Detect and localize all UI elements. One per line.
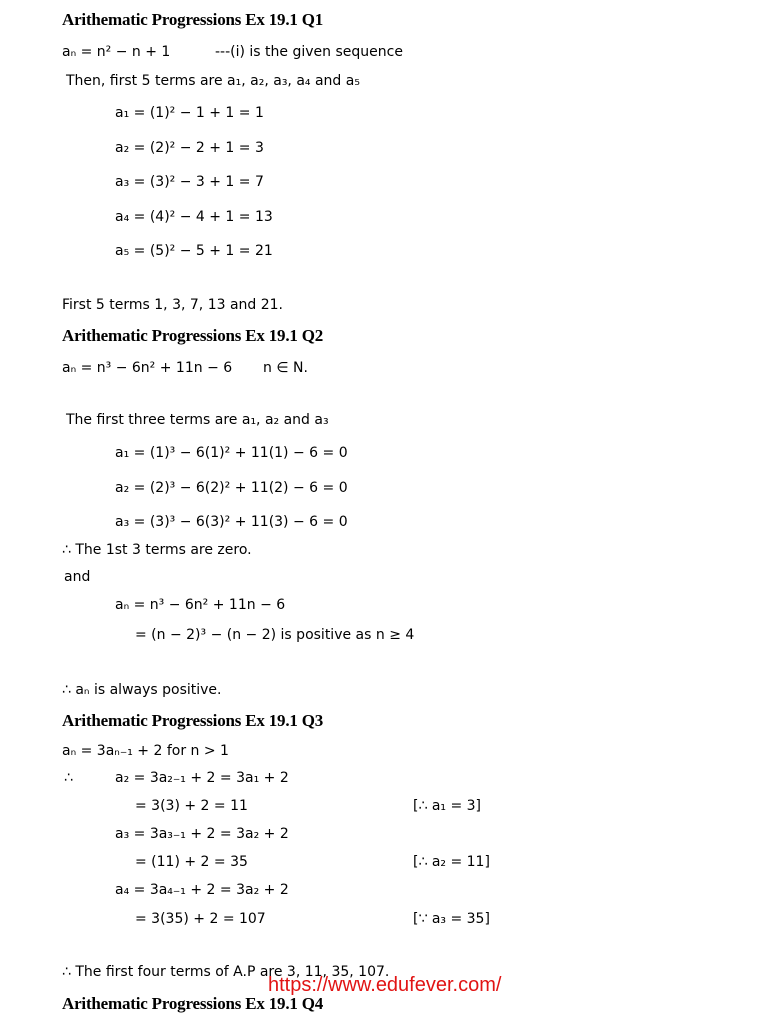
q1-step-2: a₂ = (2)² − 2 + 1 = 3 xyxy=(115,140,264,156)
q3-line-3: a₃ = 3a₃₋₁ + 2 = 3a₂ + 2 xyxy=(115,826,289,842)
q2-step-2: a₂ = (2)³ − 6(2)² + 11(2) − 6 = 0 xyxy=(115,480,348,496)
q1-formula-note: ---(i) is the given sequence xyxy=(215,44,403,60)
q3-formula: aₙ = 3aₙ₋₁ + 2 for n > 1 xyxy=(62,743,229,759)
q1-step-1: a₁ = (1)² − 1 + 1 = 1 xyxy=(115,105,264,121)
q3-line-6: = 3(35) + 2 = 107 xyxy=(135,911,266,927)
q3-line-2: = 3(3) + 2 = 11 xyxy=(135,798,248,814)
q2-formula-note: n ∈ N. xyxy=(263,360,308,376)
q1-step-4: a₄ = (4)² − 4 + 1 = 13 xyxy=(115,209,273,225)
q3-line-1: a₂ = 3a₂₋₁ + 2 = 3a₁ + 2 xyxy=(115,770,289,786)
q3-note-1: [∴ a₁ = 3] xyxy=(413,798,482,814)
q3-therefore-symbol: ∴ xyxy=(64,770,73,786)
q2-intro: The first three terms are a₁, a₂ and a₃ xyxy=(66,412,329,428)
q2-step-1: a₁ = (1)³ − 6(1)² + 11(1) − 6 = 0 xyxy=(115,445,348,461)
q3-heading: Arithematic Progressions Ex 19.1 Q3 xyxy=(62,711,324,730)
q2-and: and xyxy=(64,569,91,585)
q4-heading: Arithematic Progressions Ex 19.1 Q4 xyxy=(62,994,324,1013)
q2-zero-line: ∴ The 1st 3 terms are zero. xyxy=(62,542,252,558)
q1-intro: Then, first 5 terms are a₁, a₂, a₃, a₄ and a₅ xyxy=(66,73,360,89)
watermark-link[interactable]: https://www.edufever.com/ xyxy=(268,974,502,996)
q3-line-5: a₄ = 3a₄₋₁ + 2 = 3a₂ + 2 xyxy=(115,882,289,898)
q2-conclusion: ∴ aₙ is always positive. xyxy=(62,682,222,698)
q1-formula: aₙ = n² − n + 1 xyxy=(62,44,171,60)
q3-note-2: [∴ a₂ = 11] xyxy=(413,854,490,870)
q2-expr-1: aₙ = n³ − 6n² + 11n − 6 xyxy=(115,597,286,613)
q1-step-3: a₃ = (3)² − 3 + 1 = 7 xyxy=(115,174,264,190)
q1-heading: Arithematic Progressions Ex 19.1 Q1 xyxy=(62,10,324,29)
q1-step-5: a₅ = (5)² − 5 + 1 = 21 xyxy=(115,243,273,259)
q2-heading: Arithematic Progressions Ex 19.1 Q2 xyxy=(62,326,324,345)
q2-step-3: a₃ = (3)³ − 6(3)² + 11(3) − 6 = 0 xyxy=(115,514,348,530)
q3-line-4: = (11) + 2 = 35 xyxy=(135,854,248,870)
q2-expr-2: = (n − 2)³ − (n − 2) is positive as n ≥ 4 xyxy=(135,627,415,643)
q3-note-3: [∵ a₃ = 35] xyxy=(413,911,490,927)
q3-conclusion: ∴ The first four terms of A.P are 3, 11, 35, 107. xyxy=(62,964,390,980)
q2-formula: aₙ = n³ − 6n² + 11n − 6 xyxy=(62,360,233,376)
q1-conclusion: First 5 terms 1, 3, 7, 13 and 21. xyxy=(62,297,284,313)
